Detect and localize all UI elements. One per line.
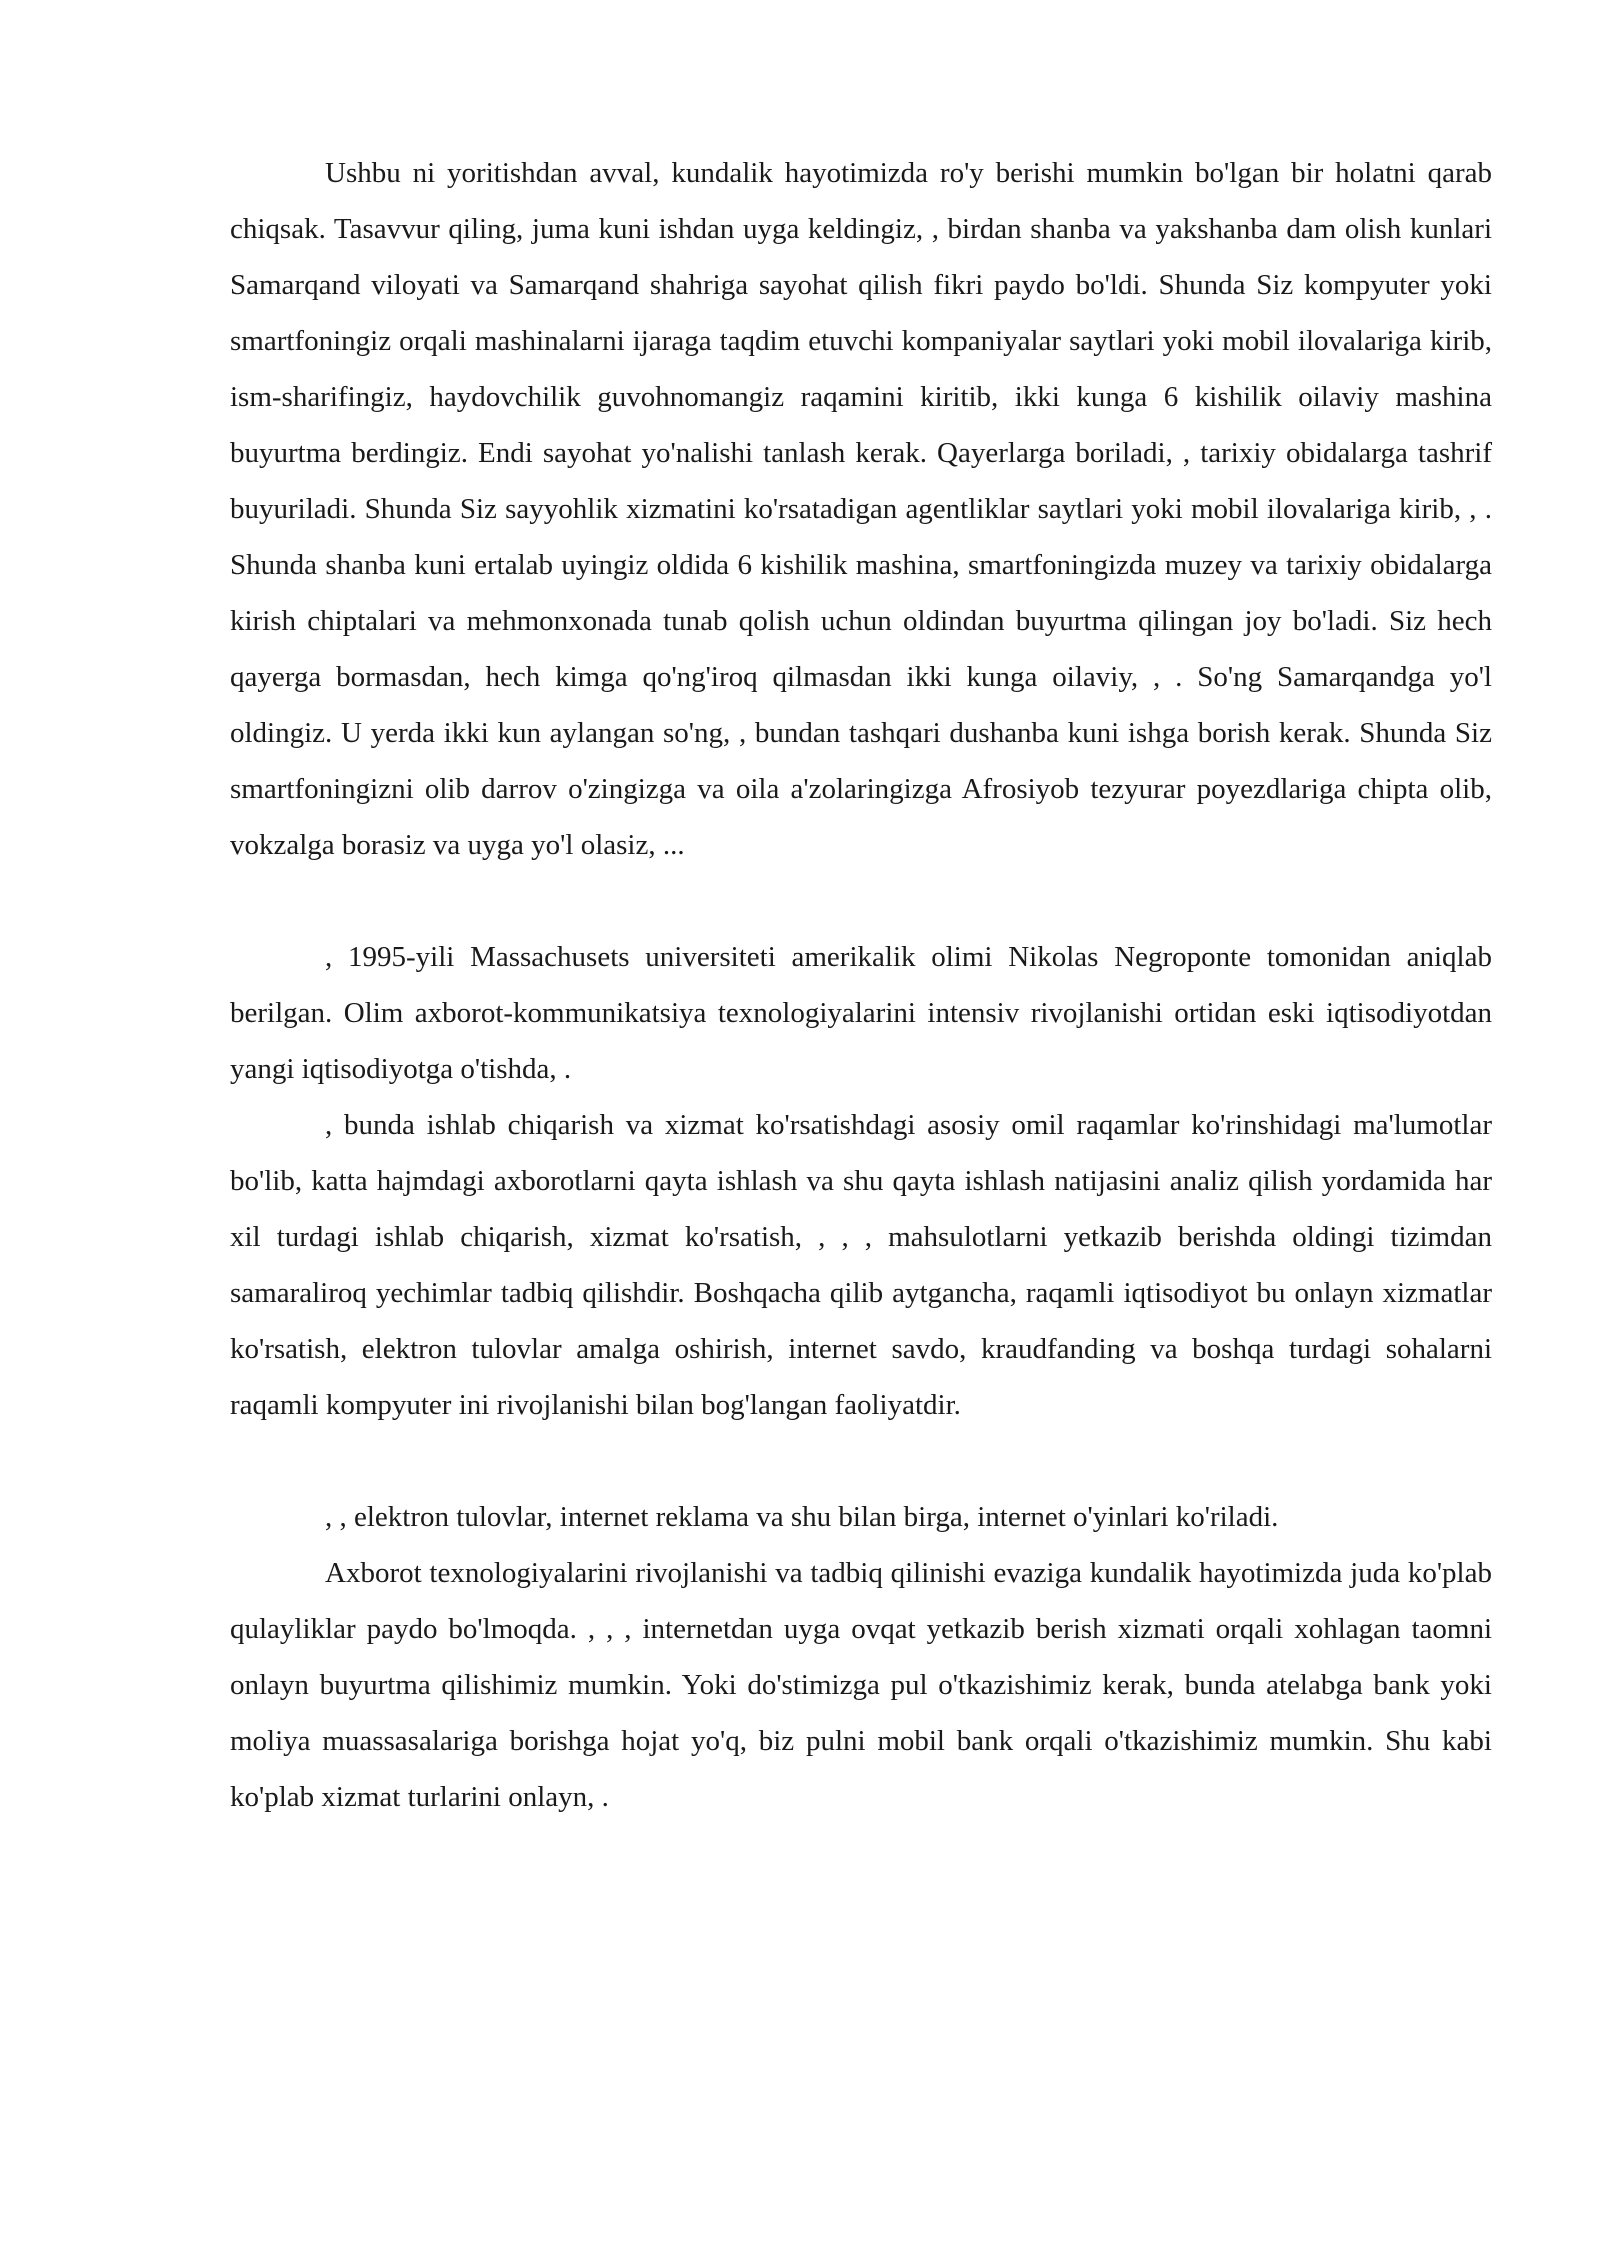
document-body [230, 145, 1492, 1825]
paragraph-negroponte: , 1995-yili Massachusets universiteti amerikalik olimi Nikolas Negroponte tomonidan aniqlab berilgan. Olim axborot-kommunikatsiya texnologiyalarini intensiv rivojlanishi ortidan eski iqtisodiyotdan yangi iqtisodiyotga o'tishda, . [230, 941, 1492, 1085]
paragraph-conveniences: Axborot texnologiyalarini rivojlanishi va tadbiq qilinishi evaziga kundalik hayotimizda juda ko'plab qulayliklar paydo bo'lmoqda. , , , internetdan uyga ovqat yetkazib berish xizmati orqali xohlagan taomni onlayn buyurtma qilishimiz mumkin. Yoki do'stimizga pul o'tkazishimiz kerak, bunda atelabga bank yoki moliya muassasalariga borishga hojat yo'q, biz pulni mobil bank orqali o'tkazishimiz mumkin. Shu kabi ko'plab xizmat turlarini onlayn, . [230, 1557, 1492, 1813]
paragraph-spacer [230, 1433, 1492, 1489]
paragraph-services: , , elektron tulovlar, internet reklama va shu bilan birga, internet o'yinlari ko'riladi. [325, 1501, 1279, 1533]
paragraph-spacer [230, 873, 1492, 929]
paragraph-definition: , bunda ishlab chiqarish va xizmat ko'rsatishdagi asosiy omil raqamlar ko'rinshidagi ma'lumotlar bo'lib, katta hajmdagi axborotlarni qayta ishlash va shu qayta ishlash natijasini analiz qilish yordamida har xil turdagi ishlab chiqarish, xizmat ko'rsatish, , , , mahsulotlarni yetkazib berishda oldingi tizimdan samaraliroq yechimlar tadbiq qilishdir. Boshqacha qilib aytgancha, raqamli iqtisodiyot bu onlayn xizmatlar ko'rsatish, elektron tulovlar amalga oshirish, internet savdo, kraudfanding va boshqa turdagi sohalarni raqamli kompyuter ini rivojlanishi bilan bog'langan faoliyatdir. [230, 1109, 1492, 1421]
paragraph-intro: Ushbu ni yoritishdan avval, kundalik hayotimizda ro'y berishi mumkin bo'lgan bir holatni qarab chiqsak. Tasavvur qiling, juma kuni ishdan uyga keldingiz, , birdan shanba va yakshanba dam olish kunlari Samarqand viloyati va Samarqand shahriga sayohat qilish fikri paydo bo'ldi. Shunda Siz kompyuter yoki smartfoningiz orqali mashinalarni ijaraga taqdim etuvchi kompaniyalar saytlari yoki mobil ilovalariga kirib, ism-sharifingiz, haydovchilik guvohnomangiz raqamini kiritib, ikki kunga 6 kishilik oilaviy mashina buyurtma berdingiz. Endi sayohat yo'nalishi tanlash kerak. Qayerlarga boriladi, , tarixiy obidalarga tashrif buyuriladi. Shunda Siz sayyohlik xizmatini ko'rsatadigan agentliklar saytlari yoki mobil ilovalariga kirib, , . Shunda shanba kuni ertalab uyingiz oldida 6 kishilik mashina, smartfoningizda muzey va tarixiy obidalarga kirish chiptalari va mehmonxonada tunab qolish uchun oldindan buyurtma qilingan joy bo'ladi. Siz hech qayerga bormasdan, hech kimga qo'ng'iroq qilmasdan ikki kunga oilaviy, , . So'ng Samarqandga yo'l oldingiz. U yerda ikki kun aylangan so'ng, , bundan tashqari dushanba kuni ishga borish kerak. Shunda Siz smartfoningizni olib darrov o'zingizga va oila a'zolaringizga Afrosiyob tezyurar poyezdlariga chipta olib, vokzalga borasiz va uyga yo'l olasiz, ... [230, 157, 1492, 861]
